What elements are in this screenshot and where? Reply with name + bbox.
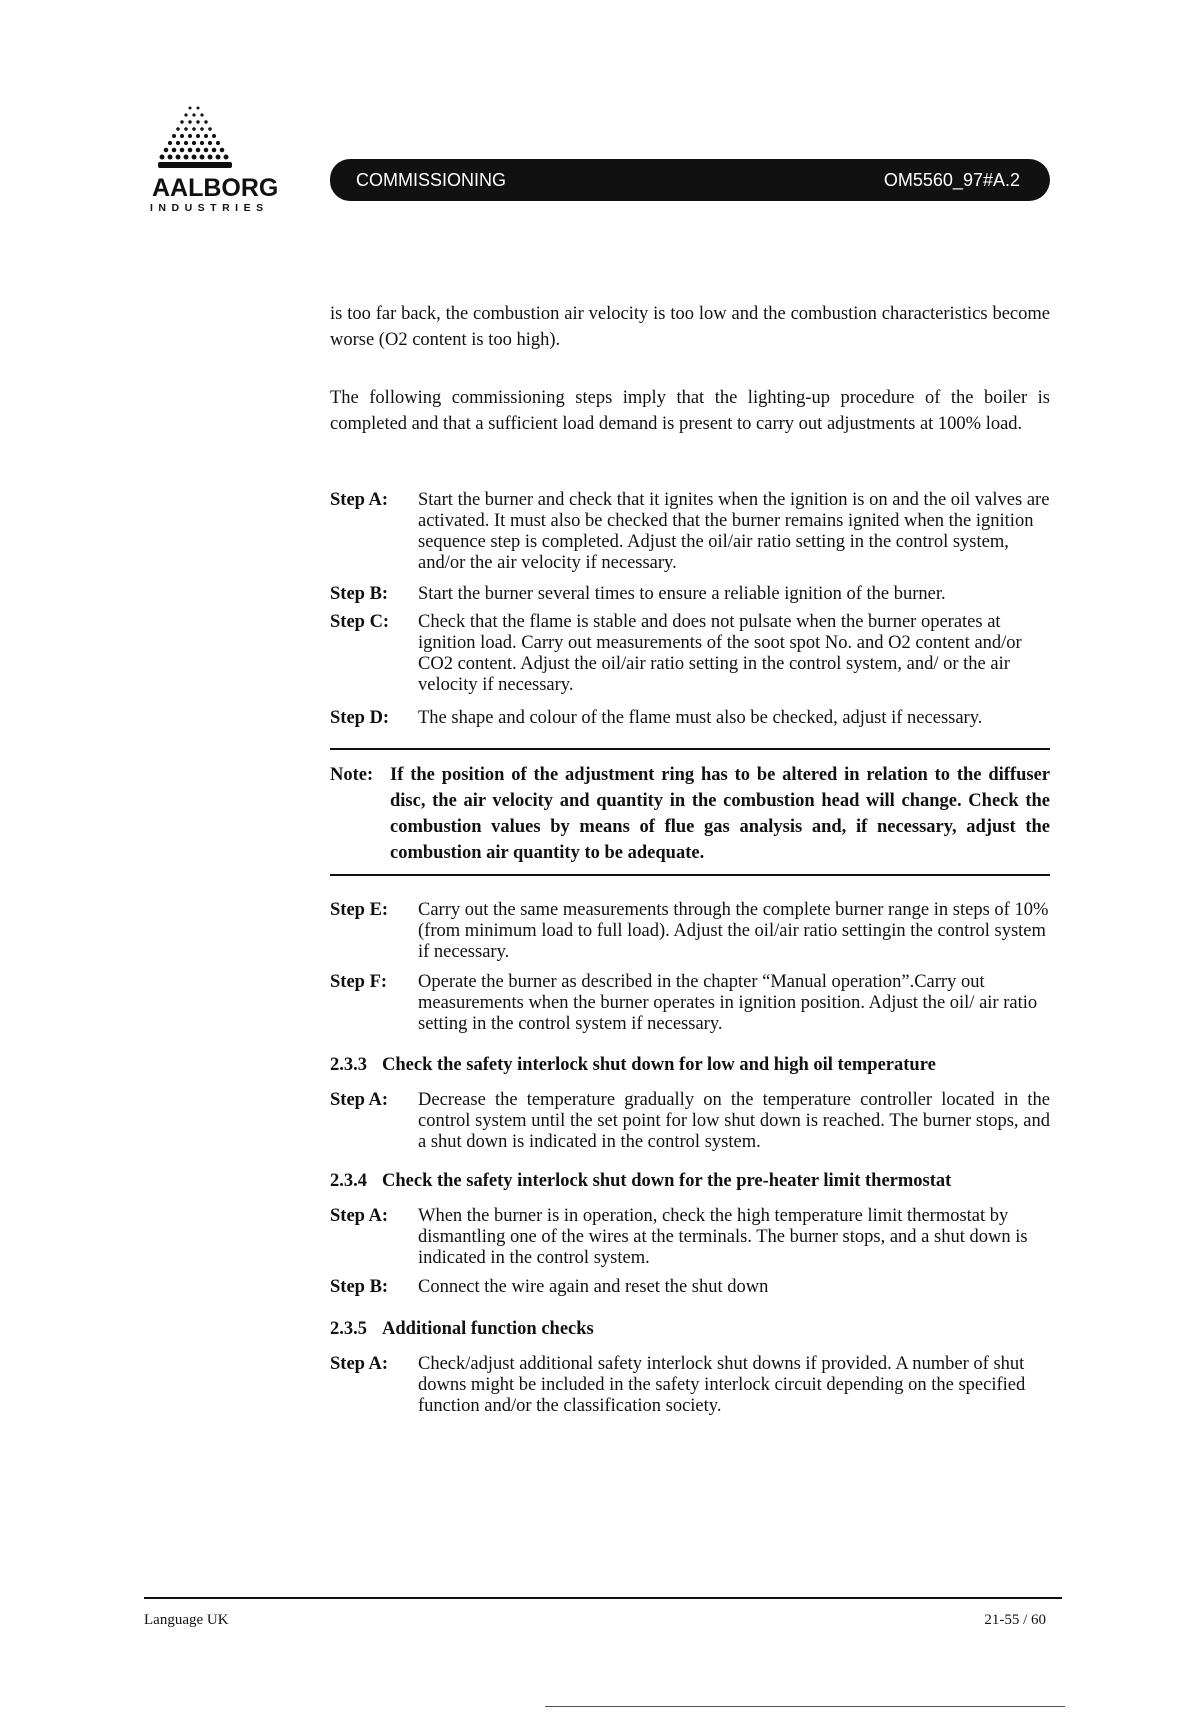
document-code: OM5560_97#A.2 [883, 170, 1020, 190]
step-label: Step A: [330, 1354, 389, 1374]
section-title-text: Check the safety interlock shut down for low and high oil temperature [382, 1055, 936, 1075]
brand-name: AALBORG [152, 174, 279, 202]
page-edge-line [545, 1706, 1065, 1707]
step-label: Step D: [330, 708, 390, 728]
section-number: 2.3.4 [330, 1171, 367, 1191]
section-number: 2.3.3 [330, 1055, 367, 1075]
step-text: Check that the flame is stable and does not pulsate when the burner operates at ignition load. Carry out measurements of the soot spot No. and O2 content and/or CO2 content. Adjust the oil/air ratio setting in the control system, and/ or the air velocity if necessary. [418, 612, 1022, 695]
step-label: Step B: [330, 584, 389, 604]
step-label: Step A: [330, 1206, 389, 1226]
footer-rule [144, 1597, 1062, 1599]
step-text: Carry out the same measurements through the complete burner range in steps of 10% (from minimum load to full load). Adjust the oil/air ratio settingin the control system if necessary. [418, 900, 1049, 962]
step-label: Step A: [330, 490, 389, 510]
step-label: Step B: [330, 1277, 389, 1297]
section-title-text: Additional function checks [382, 1319, 594, 1339]
step-text: Connect the wire again and reset the shut down [418, 1277, 769, 1297]
step-text: Check/adjust additional safety interlock shut downs if provided. A number of shut downs might be included in the safety interlock circuit depending on the specified function and/or the classification society. [418, 1354, 1026, 1416]
section-heading-2-3-3 [330, 1053, 1050, 1077]
step-label: Step C: [330, 612, 390, 632]
step-text: Operate the burner as described in the chapter “Manual operation”.Carry out measurements when the burner operates in ignition position. Adjust the oil/ air ratio setting in the control system if necessary. [418, 972, 1038, 1034]
step-text: Decrease the temperature gradually on the temperature controller located in the control system until the set point for low shut down is reached. The burner stops, and a shut down is indicated in the control system. [418, 1090, 1050, 1152]
step-text: The shape and colour of the flame must also be checked, adjust if necessary. [418, 708, 983, 728]
step-label: Step E: [330, 900, 389, 920]
section-title-text: Check the safety interlock shut down for the pre-heater limit thermostat [382, 1171, 952, 1191]
intro-paragraph-1: is too far back, the combustion air velocity is too low and the combustion characteristics become worse (O2 content is too high). [330, 304, 1050, 350]
section-heading-2-3-4 [330, 1169, 1050, 1193]
step-text: When the burner is in operation, check the high temperature limit thermostat by dismantling one of the wires at the terminals. The burner stops, and a shut down is indicated in the control system. [418, 1206, 1028, 1268]
section-header-bar [330, 159, 1050, 201]
footer-page-number: 21-55 / 60 [984, 1612, 1046, 1628]
note-bottom-rule [330, 874, 1050, 876]
step-label: Step F: [330, 972, 388, 992]
note-text: If the position of the adjustment ring has to be altered in relation to the diffuser disc, the air velocity and quantity in the combustion head will change. Check the combustion values by means of flue gas analysis and, if necessary, adjust the combustion air quantity to be adequate. [390, 765, 1050, 863]
intro-paragraph-2: The following commissioning steps imply that the lighting-up procedure of the boiler is completed and that a sufficient load demand is present to carry out adjustments at 100% load. [330, 388, 1050, 434]
section-title: COMMISSIONING [356, 170, 507, 190]
step-text: Start the burner several times to ensure a reliable ignition of the burner. [418, 584, 946, 604]
step-label: Step A: [330, 1090, 389, 1110]
note-label: Note: [330, 765, 374, 785]
step-text: Start the burner and check that it ignites when the ignition is on and the oil valves are activated. It must also be checked that the burner remains ignited when the ignition sequence step is completed. Adjust the oil/air ratio setting in the control system, and/or the air velocity if necessary. [418, 490, 1050, 573]
footer-language: Language UK [144, 1612, 229, 1628]
brand-subtitle: INDUSTRIES [150, 202, 269, 214]
section-heading-2-3-5 [330, 1317, 1050, 1341]
note-top-rule [330, 748, 1050, 750]
section-number: 2.3.5 [330, 1319, 367, 1339]
